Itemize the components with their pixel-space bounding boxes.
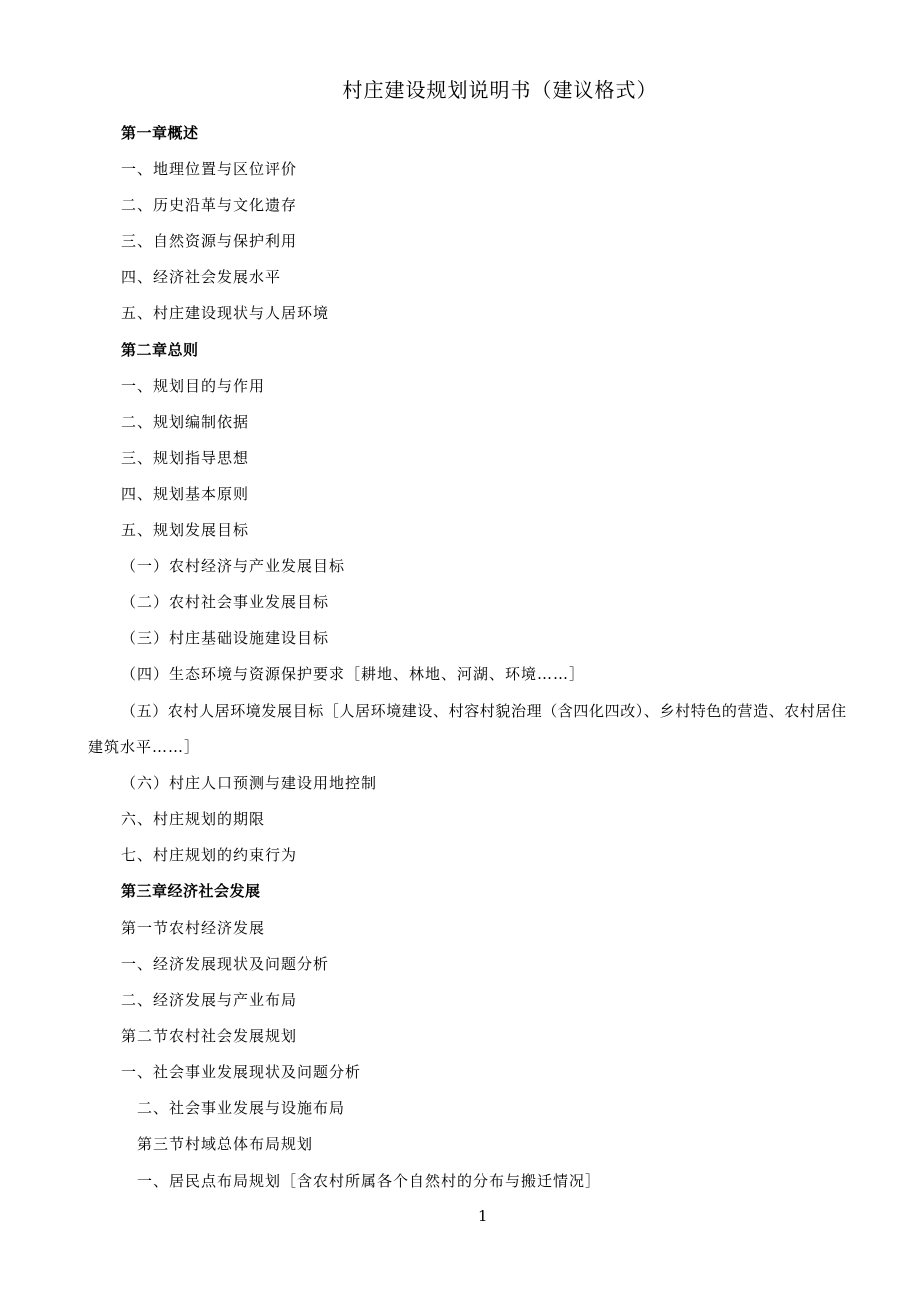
chapter-heading: 第二章总则 — [121, 341, 199, 359]
outline-item: 五、村庄建设现状与人居环境 — [121, 304, 330, 322]
outline-item: 一、居民点布局规划［含农村所属各个自然村的分布与搬迁情况］ — [137, 1172, 602, 1190]
outline-subitem: （四）生态环境与资源保护要求［耕地、林地、河湖、环境……］ — [121, 665, 586, 683]
outline-item: 一、经济发展现状及问题分析 — [121, 955, 330, 973]
outline-item: 三、规划指导思想 — [121, 449, 250, 467]
outline-subitem-continuation: 建筑水平……］ — [88, 738, 201, 756]
outline-item: 二、历史沿革与文化遗存 — [121, 196, 298, 214]
outline-item: 二、经济发展与产业布局 — [121, 991, 298, 1009]
section-heading: 第二节农村社会发展规划 — [121, 1027, 298, 1045]
outline-item: 四、经济社会发展水平 — [121, 268, 282, 286]
chapter-heading: 第一章概述 — [121, 124, 199, 142]
outline-subitem: （二）农村社会事业发展目标 — [121, 593, 330, 611]
outline-item: 一、规划目的与作用 — [121, 377, 266, 395]
outline-item: 一、社会事业发展现状及问题分析 — [121, 1063, 362, 1081]
outline-item: 二、社会事业发展与设施布局 — [137, 1099, 346, 1117]
outline-subitem: （一）农村经济与产业发展目标 — [121, 557, 346, 575]
outline-subitem: （三）村庄基础设施建设目标 — [121, 629, 330, 647]
section-heading: 第三节村域总体布局规划 — [137, 1135, 314, 1153]
outline-item: 一、地理位置与区位评价 — [121, 160, 298, 178]
page-number: 1 — [478, 1207, 488, 1225]
outline-subitem: （五）农村人居环境发展目标［人居环境建设、村容村貌治理（含四化四改）、乡村特色的营造、农村居住 — [121, 702, 847, 720]
outline-item: 六、村庄规划的期限 — [121, 810, 266, 828]
document-title: 村庄建设规划说明书（建议格式） — [342, 78, 658, 102]
outline-item: 五、规划发展目标 — [121, 521, 250, 539]
outline-item: 七、村庄规划的约束行为 — [121, 846, 298, 864]
outline-item: 三、自然资源与保护利用 — [121, 232, 298, 250]
outline-subitem: （六）村庄人口预测与建设用地控制 — [121, 774, 378, 792]
outline-item: 二、规划编制依据 — [121, 413, 250, 431]
section-heading: 第一节农村经济发展 — [121, 919, 266, 937]
outline-item: 四、规划基本原则 — [121, 485, 250, 503]
chapter-heading: 第三章经济社会发展 — [121, 882, 261, 900]
